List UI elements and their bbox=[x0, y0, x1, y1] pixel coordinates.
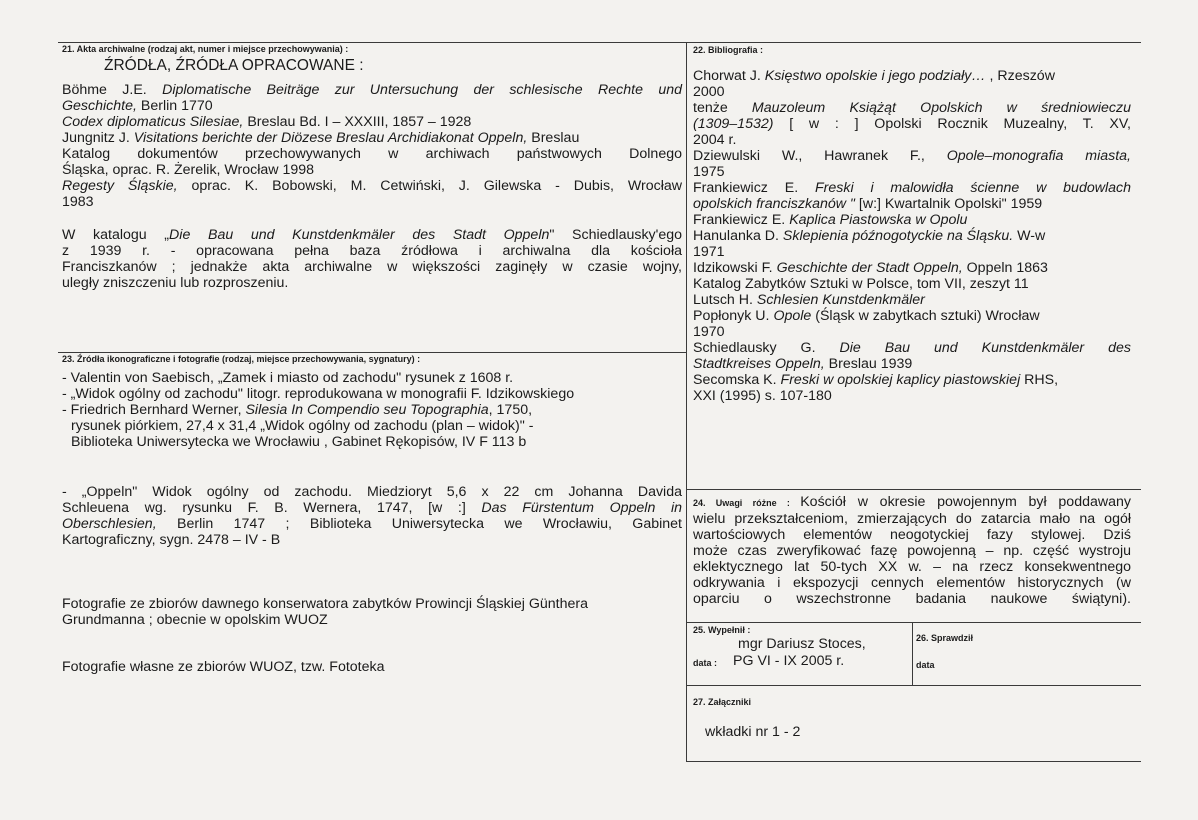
section-25-26-divider bbox=[912, 622, 913, 685]
source-line: Katalog dokumentów przechowywanych w archiwach państwowych Dolnego bbox=[62, 146, 682, 162]
source-line: Śląska, oprac. R. Żerelik, Wrocław 1998 bbox=[62, 162, 315, 178]
bibliography-line: 2000 bbox=[693, 84, 725, 100]
bibliography-line: Stadtkreises Oppeln, Breslau 1939 bbox=[693, 356, 913, 372]
bibliography-line: 1970 bbox=[693, 324, 725, 340]
source-line: Regesty Śląskie, oprac. K. Bobowski, M. Cetwiński, J. Gilewska - Dubis, Wrocław bbox=[62, 178, 682, 194]
bibliography-line: Dziewulski W., Hawranek F., Opole–monografia miasta, bbox=[693, 148, 1131, 164]
remarks-line: wielu przekształceniom, zmierzających do zatarcia mało na ogół bbox=[693, 511, 1131, 527]
bibliography-line: Secomska K. Freski w opolskiej kaplicy piastowskiej RHS, bbox=[693, 372, 1059, 388]
bibliography-line: Hanulanka D. Sklepienia późnogotyckie na Śląsku. W-w bbox=[693, 228, 1046, 244]
section-22-bibliography bbox=[693, 45, 1131, 404]
section-21-header: 21. Akta archiwalne (rodzaj akt, numer i miejsce przechowywania) : bbox=[62, 44, 349, 54]
attachments-value: wkładki nr 1 - 2 bbox=[705, 724, 801, 740]
bibliography-line: Idzikowski F. Geschichte der Stadt Oppeln, Oppeln 1863 bbox=[693, 260, 1048, 276]
source-line: Jungnitz J. Visitations berichte der Diözese Breslau Archidiakonat Oppeln, Breslau bbox=[62, 130, 580, 146]
bibliography-line: 1971 bbox=[693, 244, 725, 260]
remarks-line: wartościowych elementów neogotyckiej fazy stylowej. Dziś bbox=[693, 527, 1131, 543]
section-23-header: 23. Źródła ikonograficzne i fotografie (rodzaj, miejsce przechowywania, sygnatury) : bbox=[62, 354, 421, 364]
paragraph-line: W katalogu „Die Bau und Kunstdenkmäler des Stadt Oppeln" Schiedlausky'ego bbox=[62, 227, 683, 243]
remarks-line: może czas zweryfikować fazę powojenną – np. część wystroju bbox=[693, 543, 1131, 559]
section-27-attachments bbox=[693, 697, 1131, 740]
iconography-line: Kartograficzny, sygn. 2478 – IV - B bbox=[62, 532, 281, 548]
bibliography-line: 2004 r. bbox=[693, 132, 737, 148]
section-24-header: 24. Uwagi różne : bbox=[693, 498, 801, 508]
filled-by-name: mgr Dariusz Stoces, bbox=[738, 636, 866, 652]
section-21-archives bbox=[62, 44, 682, 291]
iconography-line: - Valentin von Saebisch, „Zamek i miasto od zachodu" rysunek z 1608 r. bbox=[62, 370, 514, 386]
remarks-line: oparciu o wszechstronne badania naukowe świątyni). bbox=[693, 591, 1131, 607]
section-22-24-divider bbox=[686, 489, 1141, 490]
section-25-27-divider bbox=[686, 685, 1141, 686]
iconography-line: Oberschlesien, Berlin 1747 ; Biblioteka Uniwersytecka we Wrocławiu, Gabinet bbox=[62, 516, 682, 532]
section-25-filled-by bbox=[693, 625, 908, 683]
paragraph-line: uległy zniszczeniu lub rozproszeniu. bbox=[62, 275, 289, 291]
bibliography-line: Popłonyk U. Opole (Śląsk w zabytkach sztuki) Wrocław bbox=[693, 308, 1040, 324]
section-26-header: 26. Sprawdził bbox=[916, 633, 974, 643]
bibliography-line: 1975 bbox=[693, 164, 725, 180]
iconography-line: - „Oppeln" Widok ogólny od zachodu. Miedzioryt 5,6 x 22 cm Johanna Davida bbox=[62, 484, 682, 500]
section-23-iconographic bbox=[62, 354, 682, 675]
photo-source-line: Fotografie własne ze zbiorów WUOZ, tzw. Fototeka bbox=[62, 659, 385, 675]
section-27-header: 27. Załączniki bbox=[693, 697, 752, 707]
source-line: Codex diplomaticus Silesiae, Breslau Bd. I – XXXIII, 1857 – 1928 bbox=[62, 114, 472, 130]
top-rule bbox=[58, 42, 1141, 43]
section-26-checked-by bbox=[916, 633, 1131, 683]
section-21-23-divider bbox=[58, 352, 686, 353]
section-22-header: 22. Bibliografia : bbox=[693, 45, 764, 55]
bottom-rule bbox=[686, 761, 1141, 762]
paragraph-line: z 1939 r. - opracowana pełna baza źródłowa i archiwalna dla kościoła bbox=[62, 243, 682, 259]
iconography-line: Biblioteka Uniwersytecka we Wrocławiu , Gabinet Rękopisów, IV F 113 b bbox=[71, 434, 527, 450]
date-label: data : bbox=[693, 658, 718, 668]
remarks-line: eklektycznego lat 50-tych XX w. – na rzecz konsekwentnego bbox=[693, 559, 1131, 575]
iconography-line: - „Widok ogólny od zachodu" litogr. reprodukowana w monografii F. Idzikowskiego bbox=[62, 386, 575, 402]
source-line: Böhme J.E. Diplomatische Beiträge zur Untersuchung der schlesische Rechte und bbox=[62, 82, 682, 98]
bibliography-line: Katalog Zabytków Sztuki w Polsce, tom VII, zeszyt 11 bbox=[693, 276, 1029, 292]
photo-source-line: Grundmanna ; obecnie w opolskim WUOZ bbox=[62, 612, 328, 628]
remarks-line: odkrywania i ekspozycji cennych elementów historycznych (w bbox=[693, 575, 1131, 591]
column-divider bbox=[686, 42, 687, 762]
source-line: 1983 bbox=[62, 194, 94, 210]
bibliography-line: opolskich franciszkanów " [w:] Kwartalnik Opolski" 1959 bbox=[693, 196, 1043, 212]
bibliography-line: (1309–1532) [ w : ] Opolski Rocznik Muzealny, T. XV, bbox=[693, 116, 1131, 132]
iconography-line: - Friedrich Bernhard Werner, Silesia In Compendio seu Topographia, 1750, bbox=[62, 402, 533, 418]
bibliography-line: Lutsch H. Schlesien Kunstdenkmäler bbox=[693, 292, 925, 308]
source-line: Geschichte, Berlin 1770 bbox=[62, 98, 213, 114]
section-21-title: ŹRÓDŁA, ŹRÓDŁA OPRACOWANE : bbox=[104, 57, 364, 74]
bibliography-line: Frankiewicz E. Freski i malowidła ścienne w budowlach bbox=[693, 180, 1132, 196]
filled-date: PG VI - IX 2005 r. bbox=[733, 653, 845, 669]
bibliography-line: Frankiewicz E. Kaplica Piastowska w Opolu bbox=[693, 212, 968, 228]
photo-source-line: Fotografie ze zbiorów dawnego konserwatora zabytków Prowincji Śląskiej Günthera bbox=[62, 596, 588, 612]
section-24-remarks bbox=[693, 494, 1131, 607]
bibliography-line: tenże Mauzoleum Książąt Opolskich w średniowieczu bbox=[693, 100, 1131, 116]
paragraph-line: Franciszkanów ; jednakże akta archiwalne w większości zaginęły w czasie wojny, bbox=[62, 259, 682, 275]
remarks-line: 24. Uwagi różne : Kościół w okresie powojennym był poddawany bbox=[693, 494, 1131, 510]
bibliography-line: Schiedlausky G. Die Bau und Kunstdenkmäler des bbox=[693, 340, 1131, 356]
iconography-line: rysunek piórkiem, 27,4 x 31,4 „Widok ogólny od zachodu (plan – widok)" - bbox=[71, 418, 534, 434]
section-25-header: 25. Wypełnił : bbox=[693, 625, 751, 635]
bibliography-line: Chorwat J. Księstwo opolskie i jego podziały… , Rzeszów bbox=[693, 68, 1055, 84]
bibliography-line: XXI (1995) s. 107-180 bbox=[693, 388, 832, 404]
section-24-25-divider bbox=[686, 622, 1141, 623]
iconography-line: Schleuena wg. rysunku F. B. Wernera, 1747, [w :] Das Fürstentum Oppeln in bbox=[62, 500, 682, 516]
date-label: data bbox=[916, 660, 935, 670]
